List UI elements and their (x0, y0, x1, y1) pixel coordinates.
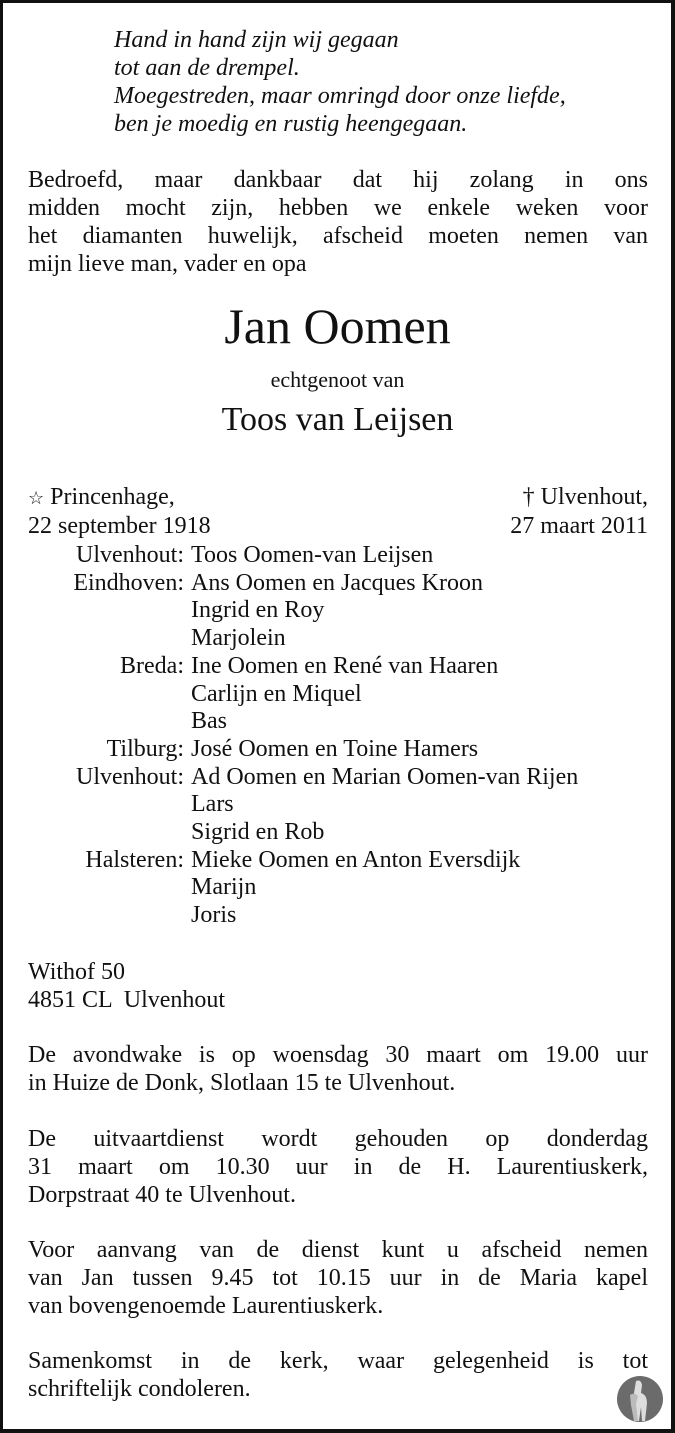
family-city (28, 625, 191, 653)
spouse-name: Toos van Leijsen (221, 401, 454, 438)
family-row (28, 625, 648, 653)
family-row (28, 791, 648, 819)
paragraph-line: Voor aanvang van de dienst kunt u afscheid nemen (28, 1237, 648, 1263)
cross-icon: † (522, 484, 535, 510)
family-city (28, 681, 191, 709)
poem (114, 26, 654, 138)
funeral-paragraph (28, 1125, 648, 1209)
poem-line: ben je moedig en rustig heengegaan. (114, 111, 468, 137)
relation-label: echtgenoot van (270, 367, 405, 392)
family-row (28, 764, 648, 792)
family-row (28, 874, 648, 902)
family-city (28, 874, 191, 902)
intro-line: het diamanten huwelijk, afscheid moeten nemen van (28, 223, 648, 249)
family-members: Ingrid en Roy (191, 597, 325, 624)
family-row (28, 597, 648, 625)
family-list (28, 542, 648, 930)
paragraph-line: schriftelijk condoleren. (28, 1376, 251, 1402)
address-line: 4851 CL Ulvenhout (28, 987, 226, 1013)
family-city: Breda: (120, 652, 184, 679)
paragraph-line: De uitvaartdienst wordt gehouden op donderdag (28, 1126, 648, 1152)
life-dates (28, 483, 648, 540)
death-place: Ulvenhout, (540, 484, 648, 510)
family-members: José Oomen en Toine Hamers (191, 735, 479, 762)
paragraph-line: Dorpstraat 40 te Ulvenhout. (28, 1182, 296, 1208)
poem-line: tot aan de drempel. (114, 55, 300, 81)
death-date: 27 maart 2011 (510, 513, 648, 539)
family-members: Bas (191, 708, 227, 735)
family-members: Marjolein (191, 625, 286, 652)
family-city: Ulvenhout: (76, 763, 184, 790)
poem-line: Moegestreden, maar omringd door onze liefde, (114, 83, 566, 109)
family-members: Ans Oomen en Jacques Kroon (191, 569, 483, 596)
intro-line: mijn lieve man, vader en opa (28, 251, 307, 277)
family-members: Ad Oomen en Marian Oomen-van Rijen (191, 763, 579, 790)
wake-paragraph (28, 1041, 648, 1097)
paragraph-line: in Huize de Donk, Slotlaan 15 te Ulvenhout. (28, 1070, 456, 1096)
paragraph-line: De avondwake is op woensdag 30 maart om 19.00 uur (28, 1042, 648, 1068)
birth-date: 22 september 1918 (28, 513, 211, 539)
family-row (28, 902, 648, 930)
death-place-line (523, 483, 648, 512)
paragraph-line: van Jan tussen 9.45 tot 10.15 uur in de Maria kapel (28, 1265, 648, 1291)
intro-line: Bedroefd, maar dankbaar dat hij zolang in ons (28, 167, 648, 193)
family-city: Tilburg: (106, 735, 184, 762)
family-city: Ulvenhout: (76, 542, 184, 568)
family-members: Toos Oomen-van Leijsen (191, 542, 434, 568)
embracing-couple-logo-icon (616, 1375, 664, 1423)
family-city: Eindhoven: (73, 569, 184, 596)
family-members: Ine Oomen en René van Haaren (191, 652, 499, 679)
intro-paragraph (28, 166, 648, 278)
paragraph-line: Samenkomst in de kerk, waar gelegenheid is tot (28, 1348, 648, 1374)
intro-line: midden mocht zijn, hebben we enkele weken voor (28, 195, 648, 221)
condolence-paragraph (28, 1347, 648, 1403)
paragraph-line: van bovengenoemde Laurentiuskerk. (28, 1293, 384, 1319)
family-city (28, 708, 191, 736)
star-icon: ☆ (28, 488, 45, 508)
family-members: Lars (191, 791, 234, 818)
family-row (28, 708, 648, 736)
family-members: Marijn (191, 874, 257, 901)
family-row (28, 570, 648, 598)
family-members: Sigrid en Rob (191, 819, 325, 846)
family-city (28, 902, 191, 930)
family-row (28, 736, 648, 764)
family-city (28, 791, 191, 819)
family-row (28, 653, 648, 681)
family-row (28, 542, 648, 570)
address (28, 958, 648, 1014)
farewell-paragraph (28, 1236, 648, 1320)
family-row (28, 681, 648, 709)
birth-place-line (28, 483, 175, 512)
family-members: Joris (191, 902, 237, 929)
birth-place: Princenhage, (50, 484, 175, 510)
family-row (28, 847, 648, 875)
deceased-name: Jan Oomen (224, 298, 451, 354)
family-city (28, 819, 191, 847)
family-city: Halsteren: (85, 846, 184, 873)
paragraph-line: 31 maart om 10.30 uur in de H. Laurentiuskerk, (28, 1154, 648, 1180)
address-line: Withof 50 (28, 959, 126, 985)
family-members: Carlijn en Miquel (191, 680, 362, 707)
poem-line: Hand in hand zijn wij gegaan (114, 27, 399, 53)
family-members: Mieke Oomen en Anton Eversdijk (191, 846, 521, 873)
family-row (28, 819, 648, 847)
family-city (28, 597, 191, 625)
